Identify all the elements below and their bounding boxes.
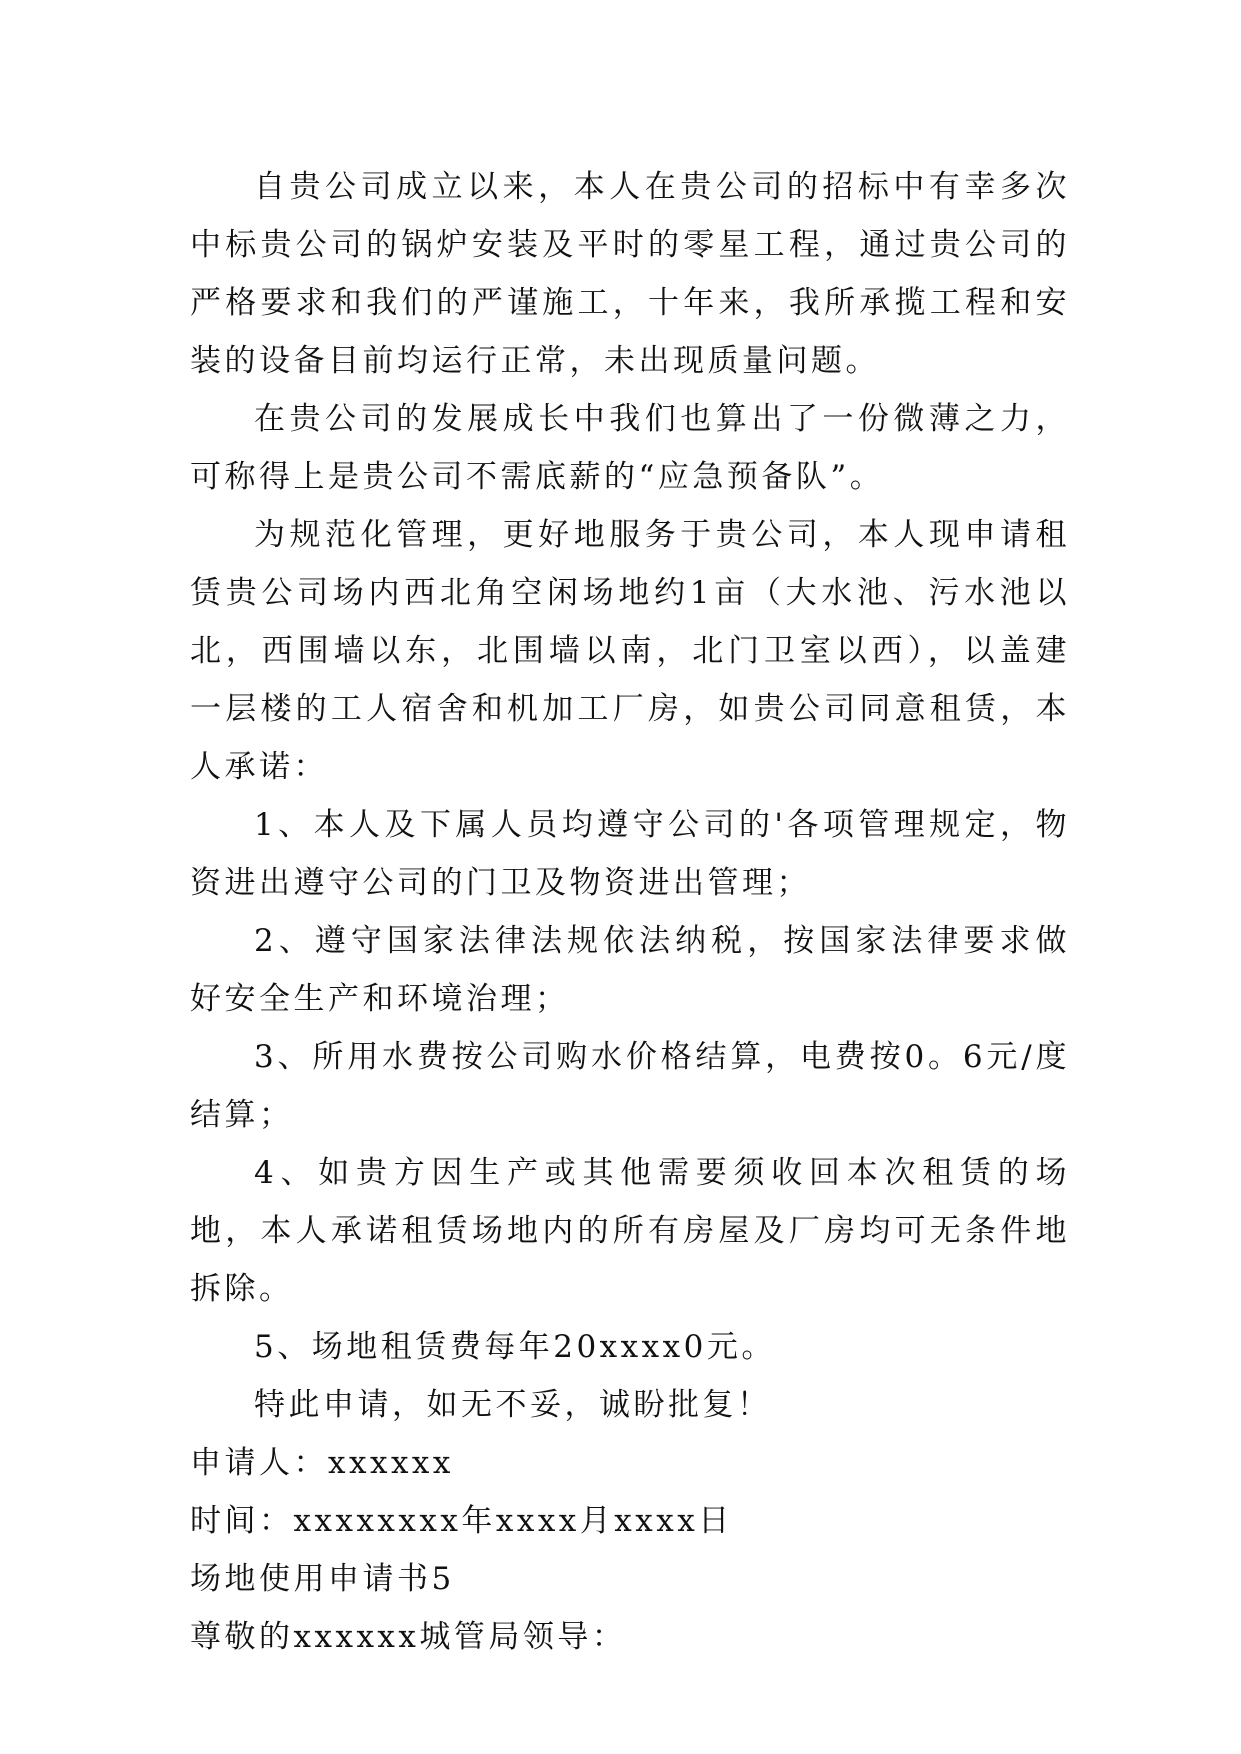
applicant-line: 申请人：xxxxxx	[190, 1445, 454, 1481]
commitment-item-2: 2、遵守国家法律法规依法纳税，按国家法律要求做好安全生产和环境治理；	[190, 923, 1070, 1017]
next-document-title: 场地使用申请书5	[190, 1561, 455, 1597]
salutation-line: 尊敬的xxxxxx城管局领导：	[190, 1619, 627, 1655]
commitment-item-1: 1、本人及下属人员均遵守公司的'各项管理规定，物资进出遵守公司的门卫及物资进出管理；	[190, 807, 1070, 901]
date-line: 时间：xxxxxxxx年xxxx月xxxx日	[190, 1503, 733, 1539]
paragraph-intro: 自贵公司成立以来，本人在贵公司的招标中有幸多次中标贵公司的锅炉安装及平时的零星工程，通过贵公司的严格要求和我们的严谨施工，十年来，我所承揽工程和安装的设备目前均运行正常，未出现质量问题。	[190, 169, 1070, 379]
document-body	[190, 158, 1070, 1666]
paragraph-request: 为规范化管理，更好地服务于贵公司，本人现申请租赁贵公司场内西北角空闲场地约1亩（大水池、污水池以北，西围墙以东，北围墙以南，北门卫室以西），以盖建一层楼的工人宿舍和机加工厂房，如贵公司同意租赁，本人承诺：	[190, 517, 1070, 785]
paragraph-contribution: 在贵公司的发展成长中我们也算出了一份微薄之力，可称得上是贵公司不需底薪的“应急预备队”。	[190, 401, 1070, 495]
closing-line: 特此申请，如无不妥，诚盼批复！	[254, 1387, 772, 1423]
commitment-item-3: 3、所用水费按公司购水价格结算，电费按0。6元/度结算；	[190, 1039, 1070, 1133]
commitment-item-5: 5、场地租赁费每年20xxxx0元。	[254, 1329, 776, 1365]
commitment-item-4: 4、如贵方因生产或其他需要须收回本次租赁的场地，本人承诺租赁场地内的所有房屋及厂房均可无条件地拆除。	[190, 1155, 1070, 1307]
